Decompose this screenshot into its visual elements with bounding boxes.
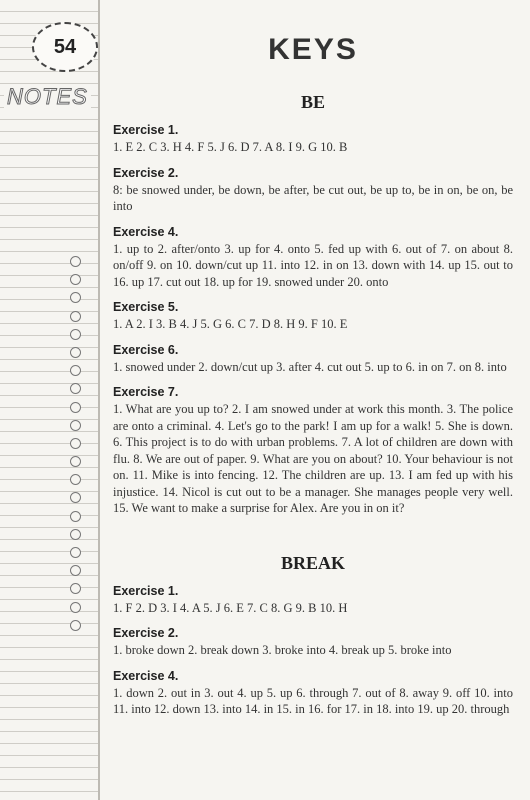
exercise-title: Exercise 2.	[113, 626, 179, 640]
exercise-answers: 1. What are you up to? 2. I am snowed under at work this month. 3. The police are onto a criminal. 4. Let's go to the park! I am up for a walk! 5. She is down. 6. This project is to do with urban problems. 7. A lot of children are down with flu. 8. We are out of paper. 9. What are you on about? 10. Your behaviour is not on. 11. Mike is into fencing. 12. The children are up. 13. I am fed up with his injustice. 14. Nicol is cut out to be a manager. She manages people very well. 15. We want to make a surprise for Alex. Are you in on it?	[113, 402, 513, 515]
exercise-title: Exercise 1.	[113, 123, 179, 137]
ring-icon	[70, 620, 81, 631]
page-number: 54	[32, 22, 98, 72]
ring-icon	[70, 311, 81, 322]
exercise-title: Exercise 7.	[113, 385, 179, 399]
ring-icon	[70, 511, 81, 522]
exercise-title: Exercise 2.	[113, 165, 179, 180]
exercise-title: Exercise 4.	[113, 668, 179, 683]
content	[113, 30, 513, 718]
exercise-title: Exercise 4.	[113, 224, 179, 239]
exercise-title: Exercise 1.	[113, 583, 179, 598]
exercise-answers: 1. broke down 2. break down 3. broke into 4. break up 5. broke into	[113, 643, 452, 657]
ring-icon	[70, 347, 81, 358]
ring-icon	[70, 365, 81, 376]
exercise-title: Exercise 6.	[113, 342, 179, 357]
ring-icon	[70, 565, 81, 576]
exercise-answers: 1. snowed under 2. down/cut up 3. after 4. cut out 5. up to 6. in on 7. on 8. into	[113, 359, 507, 374]
exercise-answers: 1. down 2. out in 3. out 4. up 5. up 6. through 7. out of 8. away 9. off 10. into 11. into 12. down 13. into 14. in 15. in 16. for 17. in 18. into 19. up 20. through	[113, 685, 513, 716]
ring-icon	[70, 583, 81, 594]
ring-icon	[70, 329, 81, 340]
ring-icon	[70, 256, 81, 267]
notes-label: NOTES	[4, 84, 91, 110]
ring-icon	[70, 383, 81, 394]
ring-icon	[70, 292, 81, 303]
ring-icon	[70, 602, 81, 613]
exercise-title: Exercise 5.	[113, 300, 179, 314]
binder-rings	[70, 256, 84, 638]
ring-icon	[70, 274, 81, 285]
ring-icon	[70, 529, 81, 540]
ring-icon	[70, 420, 81, 431]
exercise-answers: 1. A 2. I 3. B 4. J 5. G 6. C 7. D 8. H 9. F 10. E	[113, 317, 348, 331]
section-heading-break: BREAK	[280, 552, 345, 573]
section-heading-be: BE	[300, 92, 325, 112]
ring-icon	[70, 402, 81, 413]
ring-icon	[70, 438, 81, 449]
page-title: KEYS	[268, 33, 358, 66]
ring-icon	[70, 492, 81, 503]
exercise-answers: 1. up to 2. after/onto 3. up for 4. onto 5. fed up with 6. out of 7. on about 8. on/off 9. on 10. down/cut up 11. into 12. in on 13. down with 14. up 15. out to 16. up 17. cut out 18. up for 19. snowed under 20. onto	[113, 241, 513, 289]
ring-icon	[70, 474, 81, 485]
exercise-answers: 1. E 2. C 3. H 4. F 5. J 6. D 7. A 8. I 9. G 10. B	[113, 140, 348, 154]
exercise-answers: 8: be snowed under, be down, be after, be cut out, be up to, be in on, be on, be into	[113, 182, 513, 213]
ring-icon	[70, 547, 81, 558]
page-edge	[98, 0, 100, 800]
ring-icon	[70, 456, 81, 467]
notes-column	[0, 0, 100, 800]
exercise-answers: 1. F 2. D 3. I 4. A 5. J 6. E 7. C 8. G 9. B 10. H	[113, 600, 348, 615]
